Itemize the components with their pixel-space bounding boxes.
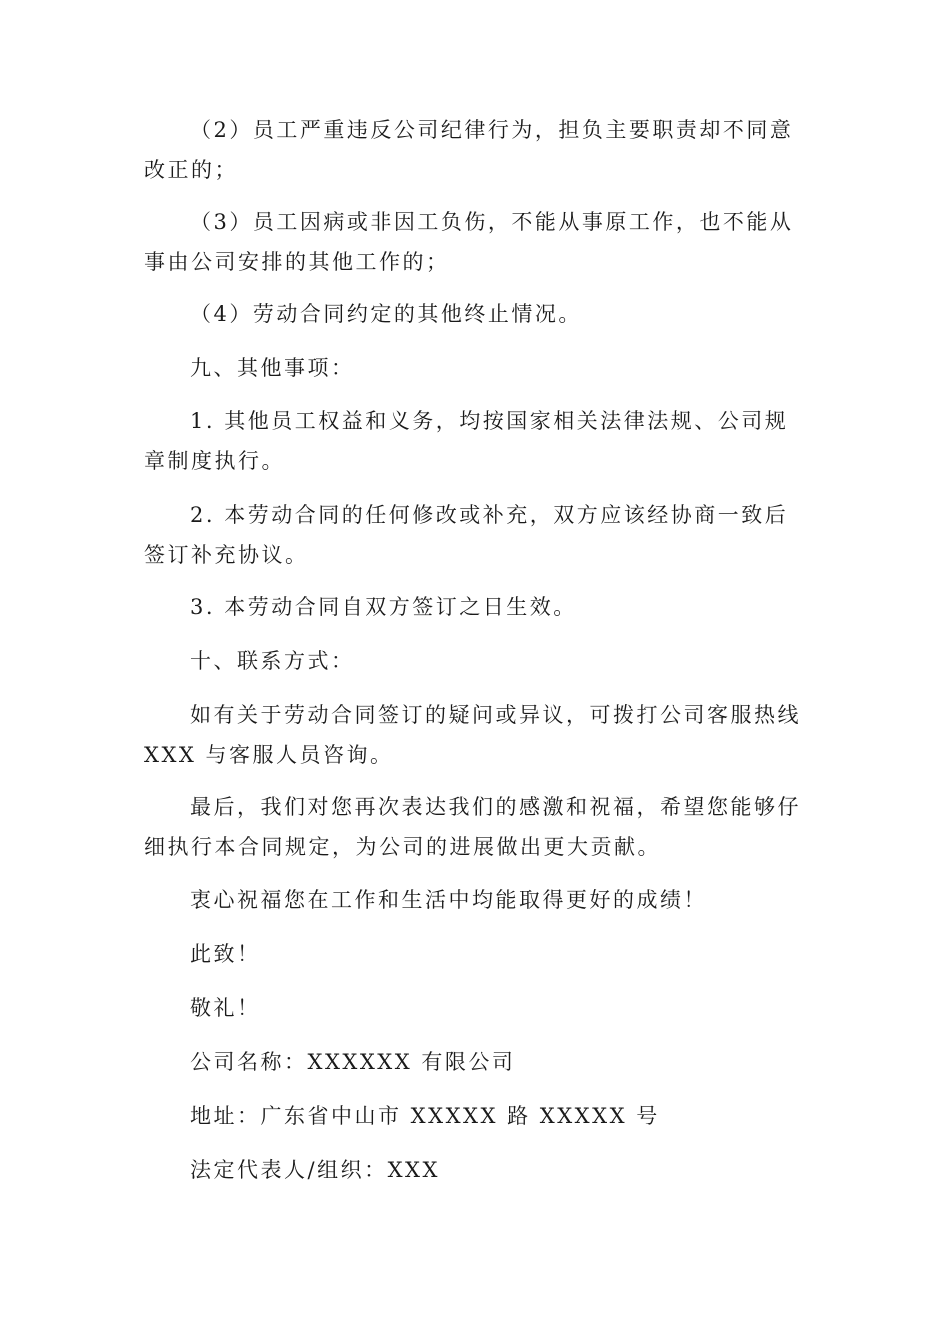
regards-line: 敬礼！ <box>190 996 261 1020</box>
closing-paragraph: 最后，我们对您再次表达我们的感激和祝福，希望您能够仔细执行本合同规定，为公司的进展做出更大贡献。 <box>144 795 801 859</box>
clause-9-item-1: 1. 其他员工权益和义务，均按国家相关法律法规、公司规章制度执行。 <box>144 409 789 473</box>
wishes-line: 衷心祝福您在工作和生活中均能取得更好的成绩！ <box>190 888 707 912</box>
address-line: 地址：广东省中山市 XXXXX 路 XXXXX 号 <box>190 1104 660 1128</box>
clause-8-item-2: （2）员工严重违反公司纪律行为，担负主要职责却不同意改正的； <box>144 118 794 182</box>
salutation-line: 此致！ <box>190 942 261 966</box>
legal-representative-line: 法定代表人/组织：XXX <box>190 1158 440 1182</box>
clause-8-item-4: （4）劳动合同约定的其他终止情况。 <box>190 302 582 326</box>
company-name-line: 公司名称：XXXXXX 有限公司 <box>190 1050 516 1074</box>
clause-8-item-3: （3）员工因病或非因工负伤，不能从事原工作，也不能从事由公司安排的其他工作的； <box>144 210 794 274</box>
section-10-heading: 十、联系方式： <box>190 649 355 673</box>
section-9-heading: 九、其他事项： <box>190 356 355 380</box>
contact-paragraph: 如有关于劳动合同签订的疑问或异议，可拨打公司客服热线 XXX 与客服人员咨询。 <box>144 703 801 767</box>
clause-9-item-3: 3. 本劳动合同自双方签订之日生效。 <box>190 595 577 619</box>
clause-9-item-2: 2. 本劳动合同的任何修改或补充，双方应该经协商一致后签订补充协议。 <box>144 503 789 567</box>
